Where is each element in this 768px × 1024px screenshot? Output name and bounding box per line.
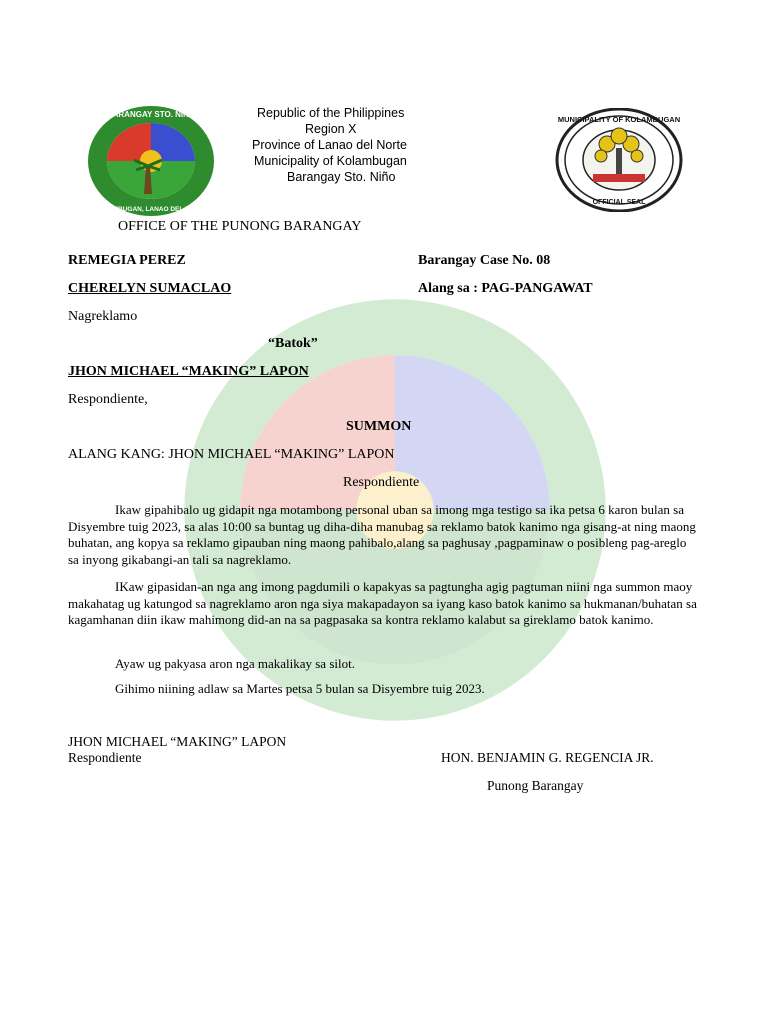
header-country: Republic of the Philippines <box>257 106 405 120</box>
paragraph-3-text: Ayaw ug pakyasa aron nga makalikay sa silot. <box>115 656 355 671</box>
punong-barangay-name: HON. BENJAMIN G. REGENCIA JR. <box>441 750 654 765</box>
municipality-seal-logo <box>555 108 683 212</box>
paragraph-3 <box>68 656 698 673</box>
paragraph-2-text: IKaw gipasidan-an nga ang imong pagdumili o kapakyas sa pagtungha agig pagtuman niini nga summon maoy makahatag ug katungod sa nagreklamo aron nga siya makapadayon sa iyang kaso batok kanimo sa hukmanan/buhatan sa kagamhanan diin ikaw mahimong did-an na sa pagpasaka sa kontra reklamo kalabut sa gireklamo batok kanimo. <box>68 579 697 627</box>
barangay-seal-logo <box>86 104 216 218</box>
respondent-signature-name: JHON MICHAEL “MAKING” LAPON <box>68 734 287 749</box>
summon-title: SUMMON <box>346 419 412 434</box>
paragraph-4-text: Gihimo niining adlaw sa Martes petsa 5 bulan sa Disyembre tuig 2023. <box>115 681 485 696</box>
svg-text:BARANGAY STO. NIÑO: BARANGAY STO. NIÑO <box>106 110 196 119</box>
paragraph-4 <box>68 681 698 698</box>
header-municipality: Municipality of Kolambugan <box>254 154 407 168</box>
paragraph-2 <box>68 579 698 629</box>
case-number: Barangay Case No. 08 <box>418 253 551 268</box>
complainant-name-1: REMEGIA PEREZ <box>68 253 186 268</box>
svg-text:KOLAMBUGAN, LANAO DEL NORTE: KOLAMBUGAN, LANAO DEL NORTE <box>94 206 208 213</box>
paragraph-1-text: Ikaw gipahibalo ug gidapit nga motambong personal uban sa imong mga testigo sa ika petsa 6 karon bulan sa Disyembre tuig 2023, sa alas 10:00 sa buntag ug diha-diha manubag sa reklamo batok kanimo nga gisang-at ning maong buhatan, ang kopya sa reklamo gipauban ning maong pahibalo,alang sa paghusay ,pagpaminaw o posibleng pag-areglo sa inyong gikabangi-an tali sa nagreklamo. <box>68 502 696 567</box>
paragraph-1 <box>68 502 698 568</box>
versus-label: “Batok” <box>268 336 318 351</box>
office-title: OFFICE OF THE PUNONG BARANGAY <box>118 219 362 234</box>
complainant-label: Nagreklamo <box>68 309 138 324</box>
respondent-name: JHON MICHAEL “MAKING” LAPON <box>68 364 309 379</box>
respondent-signature-title: Respondiente <box>68 750 142 765</box>
header-province: Province of Lanao del Norte <box>252 138 407 152</box>
svg-text:OFFICIAL SEAL: OFFICIAL SEAL <box>592 199 646 206</box>
complainant-name-2: CHERELYN SUMACLAO <box>68 281 232 296</box>
header-barangay: Barangay Sto. Niño <box>287 170 396 184</box>
header-region: Region X <box>305 122 357 136</box>
punong-barangay-title: Punong Barangay <box>487 778 584 793</box>
svg-text:MUNICIPALITY OF KOLAMBUGAN: MUNICIPALITY OF KOLAMBUGAN <box>557 115 681 124</box>
addressee-role: Respondiente <box>343 475 420 490</box>
case-subject: Alang sa : PAG-PANGAWAT <box>418 281 593 296</box>
respondent-label: Respondiente, <box>68 392 148 407</box>
addressee-line: ALANG KANG: JHON MICHAEL “MAKING” LAPON <box>68 447 395 462</box>
document-header <box>250 105 420 185</box>
